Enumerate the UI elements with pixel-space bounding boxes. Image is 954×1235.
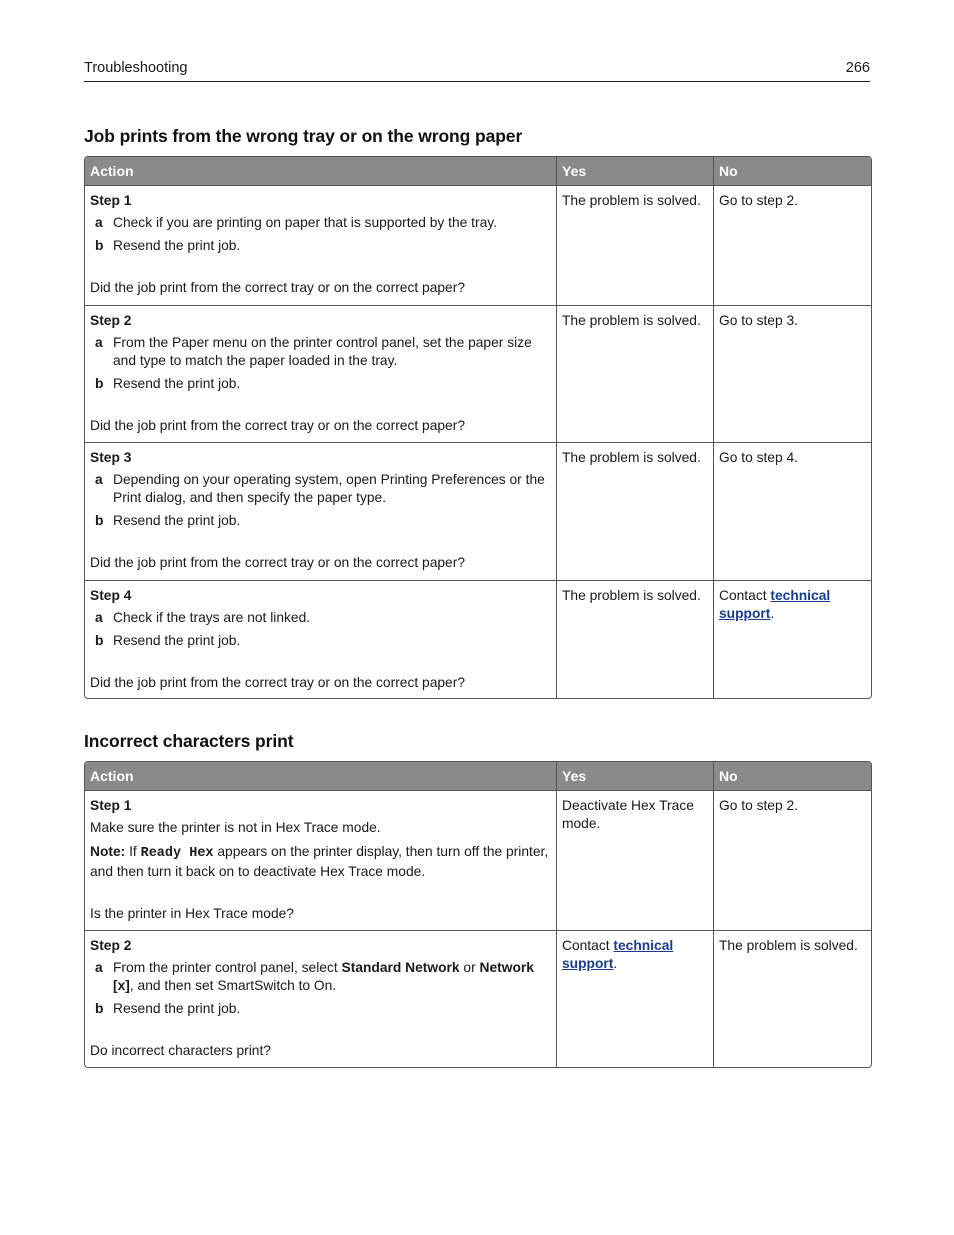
no-cell: Go to step 4.	[713, 442, 871, 580]
action-cell	[85, 305, 556, 442]
contact-suffix: .	[770, 606, 775, 621]
menu-standard-network: Standard Network	[341, 960, 460, 975]
table-row	[85, 186, 871, 305]
substep-text	[113, 959, 551, 995]
column-header-action: Action	[85, 157, 556, 186]
substep-text-part: , and then set SmartSwitch to On.	[129, 978, 337, 993]
substep-letter: a	[95, 610, 103, 625]
column-header-action: Action	[85, 762, 556, 791]
substep-letter: a	[95, 215, 103, 230]
no-cell: Go to step 2.	[713, 791, 871, 930]
wrong-tray-table	[84, 156, 872, 699]
substep-letter: b	[95, 513, 104, 528]
column-header-no: No	[713, 762, 871, 791]
yes-cell: The problem is solved.	[556, 580, 713, 698]
substep-a	[90, 214, 551, 232]
no-cell: Go to step 3.	[713, 305, 871, 442]
yes-cell: The problem is solved.	[556, 442, 713, 580]
note-if: If	[125, 844, 141, 859]
substep-letter: a	[95, 335, 103, 350]
section-title-wrong-tray: Job prints from the wrong tray or on the wrong paper	[84, 126, 523, 146]
yes-cell: The problem is solved.	[556, 186, 713, 305]
contact-prefix: Contact	[562, 938, 614, 953]
substep-b	[90, 237, 551, 255]
note	[90, 843, 551, 881]
menu-network-x: Network [x]	[113, 960, 534, 993]
substep-letter: a	[95, 472, 103, 487]
substep-b	[90, 375, 551, 393]
substep-text-part: From the printer control panel, select	[113, 960, 342, 975]
yes-cell: The problem is solved.	[556, 305, 713, 442]
column-header-no: No	[713, 157, 871, 186]
step-title: Step 4	[90, 588, 132, 603]
step-text: Make sure the printer is not in Hex Trace mode.	[90, 820, 381, 835]
step-title: Step 1	[90, 193, 132, 208]
step-title: Step 2	[90, 938, 132, 953]
yes-cell: Deactivate Hex Trace mode.	[556, 791, 713, 930]
substep-text: From the Paper menu on the printer control panel, set the paper size and type to match the paper loaded in the tray.	[113, 335, 532, 368]
no-cell: The problem is solved.	[713, 930, 871, 1067]
action-cell	[85, 442, 556, 580]
note-label: Note:	[90, 844, 126, 859]
table-row	[85, 442, 871, 580]
technical-support-link[interactable]: technical support	[562, 938, 674, 971]
contact-prefix: Contact	[719, 588, 771, 603]
step-title: Step 3	[90, 450, 132, 465]
table-row	[85, 791, 871, 930]
note-text: appears on the printer display, then turn off the printer, and then turn it back on to deactivate Hex Trace mode.	[90, 844, 549, 879]
substep-b	[90, 512, 551, 530]
yes-cell	[556, 930, 713, 1067]
table-row	[85, 305, 871, 442]
substep-letter: b	[95, 376, 104, 391]
incorrect-characters-table	[84, 761, 872, 1068]
step-question: Did the job print from the correct tray or on the correct paper?	[90, 555, 465, 570]
action-cell	[85, 186, 556, 305]
action-cell	[85, 791, 556, 930]
no-cell	[713, 580, 871, 698]
substep-letter: b	[95, 1001, 104, 1016]
table-header-row	[85, 157, 871, 186]
page-header	[84, 60, 870, 82]
column-header-yes: Yes	[556, 762, 713, 791]
substep-a	[90, 959, 551, 995]
technical-support-link[interactable]: technical support	[719, 588, 831, 621]
step-question: Is the printer in Hex Trace mode?	[90, 906, 294, 921]
substep-letter: b	[95, 633, 104, 648]
substep-letter: a	[95, 960, 103, 975]
step-title: Step 2	[90, 313, 132, 328]
display-message: Ready Hex	[140, 846, 214, 861]
step-question: Did the job print from the correct tray or on the correct paper?	[90, 418, 465, 433]
substep-b	[90, 1000, 551, 1018]
substep-text: Depending on your operating system, open Printing Preferences or the Print dialog, and then specify the paper type.	[113, 472, 545, 505]
substep-text-part: or	[459, 960, 480, 975]
step-question: Did the job print from the correct tray or on the correct paper?	[90, 280, 465, 295]
substep-a	[90, 609, 551, 627]
substep-text: Resend the print job.	[113, 376, 241, 391]
substep-a	[90, 334, 551, 370]
section-title-incorrect-characters: Incorrect characters print	[84, 731, 294, 751]
substep-text: Resend the print job.	[113, 513, 241, 528]
no-cell: Go to step 2.	[713, 186, 871, 305]
section-name: Troubleshooting	[84, 60, 188, 76]
page-number: 266	[845, 60, 870, 76]
substep-text: Check if you are printing on paper that is supported by the tray.	[113, 215, 497, 230]
step-title: Step 1	[90, 798, 132, 813]
action-cell	[85, 930, 556, 1067]
contact-suffix: .	[613, 956, 618, 971]
substep-text: Resend the print job.	[113, 238, 241, 253]
action-cell	[85, 580, 556, 698]
table-header-row	[85, 762, 871, 791]
substep-text: Resend the print job.	[113, 633, 241, 648]
substep-b	[90, 632, 551, 650]
table-row	[85, 580, 871, 698]
substep-letter: b	[95, 238, 104, 253]
step-question: Did the job print from the correct tray or on the correct paper?	[90, 675, 465, 690]
substep-a	[90, 471, 551, 507]
table-row	[85, 930, 871, 1067]
step-question: Do incorrect characters print?	[90, 1043, 271, 1058]
column-header-yes: Yes	[556, 157, 713, 186]
substep-text: Check if the trays are not linked.	[113, 610, 311, 625]
substep-text: Resend the print job.	[113, 1001, 241, 1016]
